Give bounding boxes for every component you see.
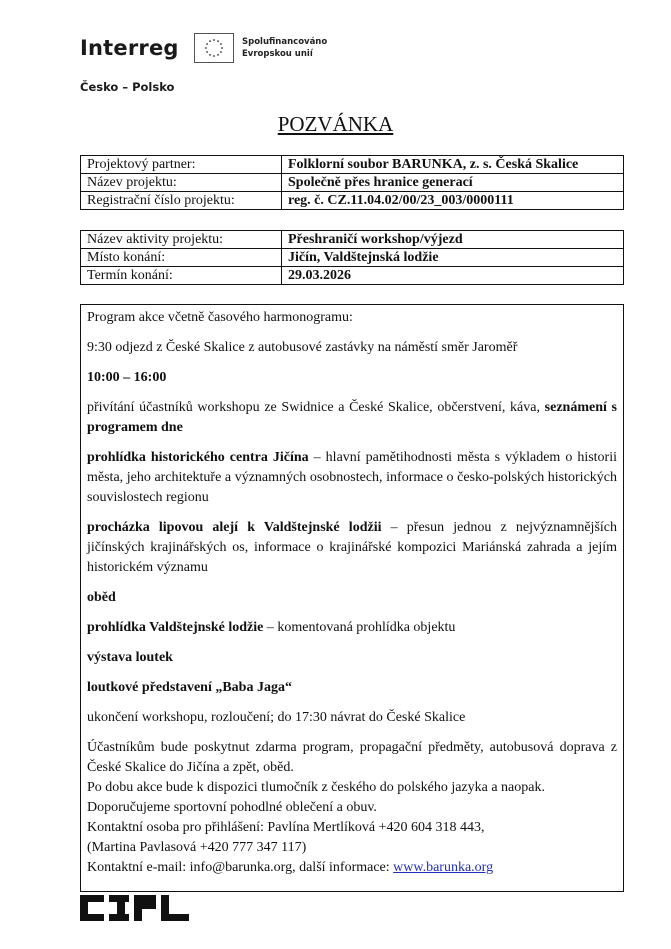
table-row — [81, 156, 624, 174]
program-loggia — [87, 618, 617, 638]
interreg-logo: Interreg — [80, 36, 179, 60]
row-label: Název projektu: — [81, 174, 282, 192]
loggia-bold: prohlídka Valdštejnské lodžie — [87, 620, 264, 635]
program-tour — [87, 448, 617, 508]
program-lunch: oběd — [87, 590, 116, 605]
info-1: Účastníkům bude poskytnut zdarma program, propagační předměty, autobusová doprava z České Skalice do Jičína a zpět, oběd. — [87, 740, 617, 775]
eu-line-1: Spolufinancováno — [242, 37, 328, 47]
row-value: Přeshraničí workshop/výjezd — [282, 231, 624, 249]
program-puppet-show: loutkové představení „Baba Jaga“ — [87, 680, 292, 695]
activity-info-table — [80, 230, 624, 285]
info-3: Doporučujeme sportovní pohodlné oblečení a obuv. — [87, 800, 377, 815]
email-line: Kontaktní e-mail: info@barunka.org, další informace: — [87, 860, 394, 875]
row-value: Folklorní soubor BARUNKA, z. s. Česká Skalice — [282, 156, 624, 174]
welcome-text: přivítání účastníků workshopu ze Swidnice a České Skalice, občerstvení, káva, — [87, 400, 545, 415]
program-puppet-exhibit: výstava loutek — [87, 650, 173, 665]
tour-bold: prohlídka historického centra Jičína — [87, 450, 309, 465]
table-row — [81, 192, 624, 210]
project-info-table — [80, 155, 624, 210]
row-label: Místo konání: — [81, 249, 282, 267]
table-row — [81, 267, 624, 285]
table-row — [81, 231, 624, 249]
row-label: Termín konání: — [81, 267, 282, 285]
table-row — [81, 174, 624, 192]
program-time-range: 10:00 – 16:00 — [87, 370, 167, 385]
program-info — [87, 738, 617, 878]
row-value: reg. č. CZ.11.04.02/00/23_003/0000111 — [282, 192, 624, 210]
eu-line-2: Evropskou unií — [242, 49, 313, 59]
walk-text: – přesun jednou z nejvýznamnějších jičínských krajinářských os, informace o krajinářské kompozici Mariánská zahrada a jejím historickém významu — [87, 520, 617, 575]
row-value: Jičín, Valdštejnská lodžie — [282, 249, 624, 267]
welcome-bold: seznámení s programem dne — [87, 400, 617, 435]
contact-2: (Martina Pavlasová +420 777 347 117) — [87, 840, 307, 855]
website-link[interactable]: www.barunka.org — [393, 860, 494, 875]
row-value: Společně přes hranice generací — [282, 174, 624, 192]
table-row — [81, 249, 624, 267]
region-label: Česko – Polsko — [80, 80, 175, 94]
eu-flag-icon — [194, 33, 234, 63]
program-heading: Program akce včetně časového harmonogramu: — [87, 310, 353, 325]
program-box — [80, 304, 624, 892]
page-title: POZVÁNKA — [277, 112, 394, 136]
program-walk — [87, 518, 617, 578]
program-departure: 9:30 odjezd z České Skalice z autobusové zastávky na náměstí směr Jaroměř — [87, 340, 518, 355]
row-label: Projektový partner: — [81, 156, 282, 174]
eu-cofinanced-text — [242, 36, 327, 60]
program-welcome — [87, 398, 617, 438]
row-label: Registrační číslo projektu: — [81, 192, 282, 210]
loggia-text: – komentovaná prohlídka objektu — [263, 620, 456, 635]
contact-1: Kontaktní osoba pro přihlášení: Pavlína Mertlíková +420 604 318 443, — [87, 820, 485, 835]
info-2: Po dobu akce bude k dispozici tlumočník z českého do polského jazyka a naopak. — [87, 780, 545, 795]
tour-text: – hlavní pamětihodnosti města s výkladem o historii města, jeho architektuře a významných osobnostech, informace o česko-polských historických souvislostech regionu — [87, 450, 618, 505]
program-ending: ukončení workshopu, rozloučení; do 17:30 návrat do České Skalice — [87, 710, 466, 725]
row-label: Název aktivity projektu: — [81, 231, 282, 249]
czpl-logo-icon — [80, 895, 190, 921]
row-value: 29.03.2026 — [282, 267, 624, 285]
walk-bold: procházka lipovou alejí k Valdštejnské lodžii — [87, 520, 382, 535]
